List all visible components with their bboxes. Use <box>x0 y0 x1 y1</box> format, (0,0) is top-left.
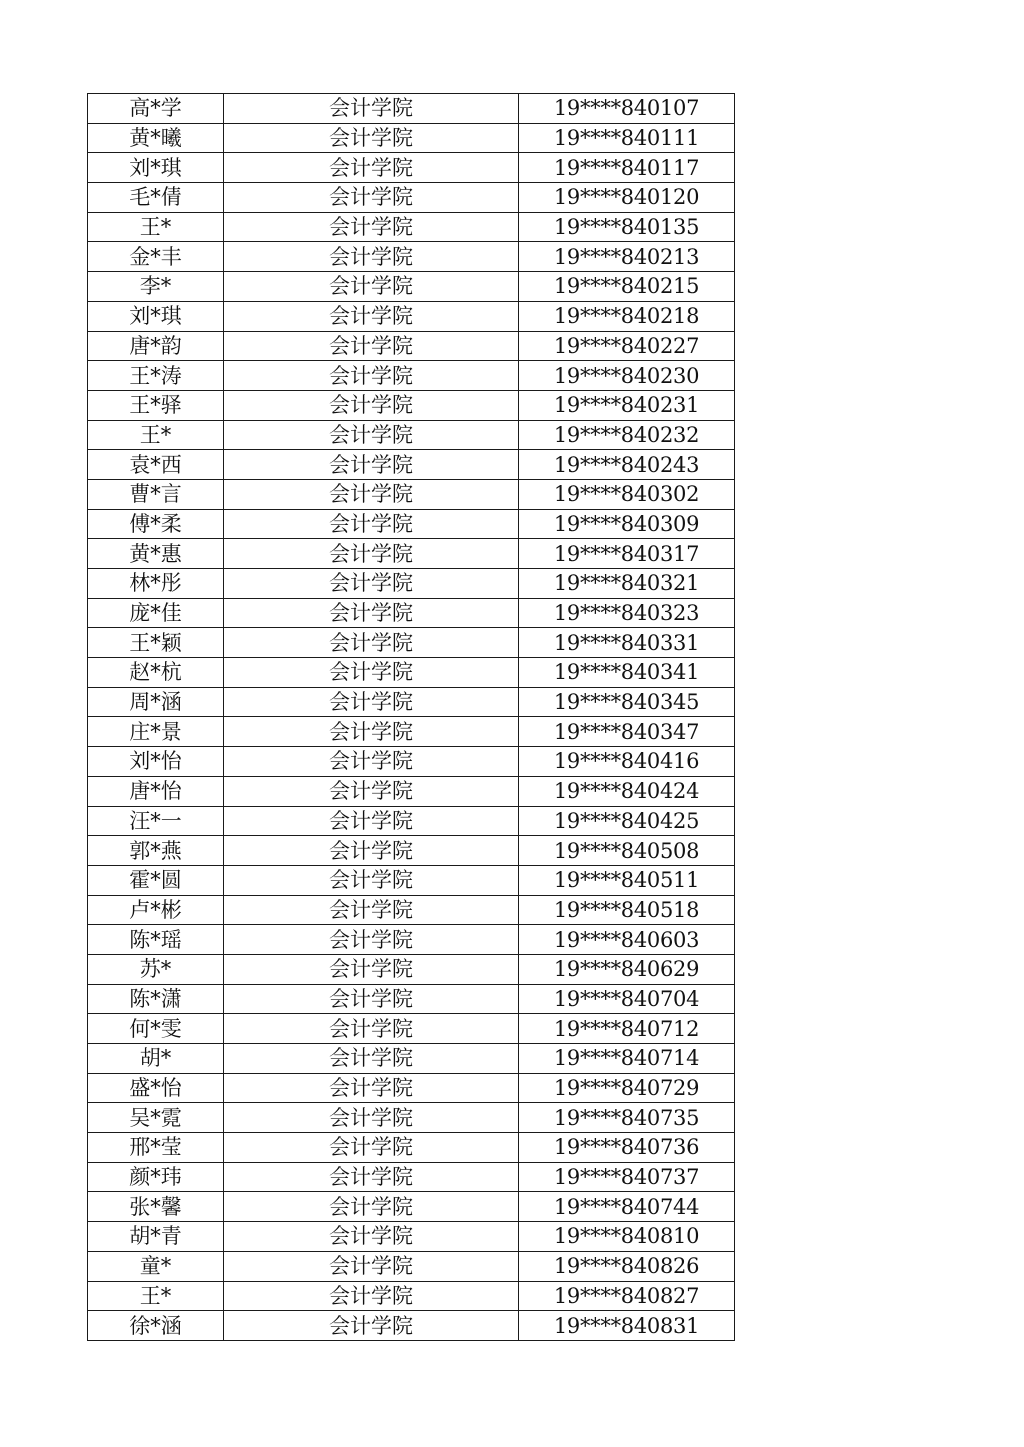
student-id-cell: 19****840511 <box>519 865 735 895</box>
student-id-cell: 19****840518 <box>519 895 735 925</box>
student-id-cell: 19****840629 <box>519 954 735 984</box>
student-id-cell: 19****840341 <box>519 658 735 688</box>
college-cell: 会计学院 <box>224 776 519 806</box>
student-id-cell: 19****840736 <box>519 1133 735 1163</box>
table-row <box>88 747 735 777</box>
table-row <box>88 776 735 806</box>
student-id-cell: 19****840111 <box>519 123 735 153</box>
student-name-cell: 胡* <box>88 1044 224 1074</box>
college-cell: 会计学院 <box>224 153 519 183</box>
student-id-cell: 19****840309 <box>519 509 735 539</box>
table-row <box>88 212 735 242</box>
college-cell: 会计学院 <box>224 1044 519 1074</box>
table-row <box>88 183 735 213</box>
student-name-cell: 胡*青 <box>88 1222 224 1252</box>
college-cell: 会计学院 <box>224 569 519 599</box>
table-row <box>88 331 735 361</box>
college-cell: 会计学院 <box>224 1281 519 1311</box>
table-row <box>88 1192 735 1222</box>
student-id-cell: 19****840704 <box>519 984 735 1014</box>
college-cell: 会计学院 <box>224 717 519 747</box>
college-cell: 会计学院 <box>224 1103 519 1133</box>
college-cell: 会计学院 <box>224 420 519 450</box>
table-row <box>88 1281 735 1311</box>
student-id-cell: 19****840810 <box>519 1222 735 1252</box>
college-cell: 会计学院 <box>224 747 519 777</box>
college-cell: 会计学院 <box>224 1311 519 1341</box>
student-id-cell: 19****840331 <box>519 628 735 658</box>
student-id-cell: 19****840712 <box>519 1014 735 1044</box>
student-name-cell: 林*彤 <box>88 569 224 599</box>
student-name-cell: 李* <box>88 272 224 302</box>
table-row <box>88 954 735 984</box>
student-id-cell: 19****840227 <box>519 331 735 361</box>
table-row <box>88 1133 735 1163</box>
student-id-cell: 19****840120 <box>519 183 735 213</box>
student-id-cell: 19****840345 <box>519 687 735 717</box>
student-id-cell: 19****840231 <box>519 390 735 420</box>
student-id-cell: 19****840323 <box>519 598 735 628</box>
student-id-cell: 19****840218 <box>519 301 735 331</box>
student-id-cell: 19****840230 <box>519 361 735 391</box>
college-cell: 会计学院 <box>224 1222 519 1252</box>
student-id-cell: 19****840603 <box>519 925 735 955</box>
college-cell: 会计学院 <box>224 925 519 955</box>
college-cell: 会计学院 <box>224 1162 519 1192</box>
student-name-cell: 霍*圆 <box>88 865 224 895</box>
college-cell: 会计学院 <box>224 954 519 984</box>
table-row <box>88 450 735 480</box>
table-row <box>88 687 735 717</box>
college-cell: 会计学院 <box>224 390 519 420</box>
college-cell: 会计学院 <box>224 361 519 391</box>
student-list-body <box>88 94 735 1341</box>
college-cell: 会计学院 <box>224 212 519 242</box>
student-list-table <box>87 93 735 1341</box>
college-cell: 会计学院 <box>224 450 519 480</box>
student-name-cell: 刘*怡 <box>88 747 224 777</box>
table-row <box>88 361 735 391</box>
student-name-cell: 黄*曦 <box>88 123 224 153</box>
table-row <box>88 539 735 569</box>
table-row <box>88 301 735 331</box>
college-cell: 会计学院 <box>224 509 519 539</box>
student-name-cell: 陈*瑶 <box>88 925 224 955</box>
table-row <box>88 509 735 539</box>
student-name-cell: 汪*一 <box>88 806 224 836</box>
student-name-cell: 王* <box>88 1281 224 1311</box>
table-row <box>88 123 735 153</box>
student-name-cell: 吴*霓 <box>88 1103 224 1133</box>
student-name-cell: 盛*怡 <box>88 1073 224 1103</box>
student-id-cell: 19****840107 <box>519 94 735 124</box>
student-id-cell: 19****840744 <box>519 1192 735 1222</box>
table-row <box>88 153 735 183</box>
student-name-cell: 高*学 <box>88 94 224 124</box>
student-name-cell: 曹*言 <box>88 479 224 509</box>
college-cell: 会计学院 <box>224 183 519 213</box>
table-row <box>88 1073 735 1103</box>
student-id-cell: 19****840425 <box>519 806 735 836</box>
college-cell: 会计学院 <box>224 628 519 658</box>
college-cell: 会计学院 <box>224 984 519 1014</box>
student-name-cell: 王*颖 <box>88 628 224 658</box>
college-cell: 会计学院 <box>224 331 519 361</box>
student-name-cell: 颜*玮 <box>88 1162 224 1192</box>
student-name-cell: 黄*惠 <box>88 539 224 569</box>
college-cell: 会计学院 <box>224 806 519 836</box>
table-row <box>88 1044 735 1074</box>
table-row <box>88 598 735 628</box>
table-row <box>88 1103 735 1133</box>
table-row <box>88 628 735 658</box>
table-row <box>88 569 735 599</box>
student-name-cell: 王* <box>88 212 224 242</box>
student-id-cell: 19****840215 <box>519 272 735 302</box>
college-cell: 会计学院 <box>224 242 519 272</box>
table-row <box>88 390 735 420</box>
student-name-cell: 童* <box>88 1251 224 1281</box>
college-cell: 会计学院 <box>224 836 519 866</box>
student-id-cell: 19****840232 <box>519 420 735 450</box>
college-cell: 会计学院 <box>224 1133 519 1163</box>
student-id-cell: 19****840302 <box>519 479 735 509</box>
college-cell: 会计学院 <box>224 272 519 302</box>
student-id-cell: 19****840347 <box>519 717 735 747</box>
college-cell: 会计学院 <box>224 123 519 153</box>
student-name-cell: 郭*燕 <box>88 836 224 866</box>
student-id-cell: 19****840737 <box>519 1162 735 1192</box>
table-row <box>88 242 735 272</box>
college-cell: 会计学院 <box>224 1251 519 1281</box>
student-name-cell: 王*驿 <box>88 390 224 420</box>
student-id-cell: 19****840135 <box>519 212 735 242</box>
table-row <box>88 272 735 302</box>
student-id-cell: 19****840243 <box>519 450 735 480</box>
student-name-cell: 陈*潇 <box>88 984 224 1014</box>
student-id-cell: 19****840317 <box>519 539 735 569</box>
table-row <box>88 1311 735 1341</box>
table-row <box>88 895 735 925</box>
college-cell: 会计学院 <box>224 479 519 509</box>
student-id-cell: 19****840321 <box>519 569 735 599</box>
student-name-cell: 徐*涵 <box>88 1311 224 1341</box>
student-id-cell: 19****840424 <box>519 776 735 806</box>
student-name-cell: 王*涛 <box>88 361 224 391</box>
student-id-cell: 19****840729 <box>519 1073 735 1103</box>
student-name-cell: 唐*韵 <box>88 331 224 361</box>
student-name-cell: 赵*杭 <box>88 658 224 688</box>
student-name-cell: 卢*彬 <box>88 895 224 925</box>
college-cell: 会计学院 <box>224 687 519 717</box>
college-cell: 会计学院 <box>224 598 519 628</box>
student-name-cell: 傅*柔 <box>88 509 224 539</box>
table-row <box>88 925 735 955</box>
student-name-cell: 何*雯 <box>88 1014 224 1044</box>
student-name-cell: 刘*琪 <box>88 301 224 331</box>
table-row <box>88 658 735 688</box>
student-id-cell: 19****840416 <box>519 747 735 777</box>
table-row <box>88 1162 735 1192</box>
student-id-cell: 19****840117 <box>519 153 735 183</box>
table-row <box>88 836 735 866</box>
student-name-cell: 袁*西 <box>88 450 224 480</box>
college-cell: 会计学院 <box>224 1192 519 1222</box>
college-cell: 会计学院 <box>224 1073 519 1103</box>
student-name-cell: 庄*景 <box>88 717 224 747</box>
student-name-cell: 金*丰 <box>88 242 224 272</box>
student-id-cell: 19****840735 <box>519 1103 735 1133</box>
student-id-cell: 19****840826 <box>519 1251 735 1281</box>
table-row <box>88 1222 735 1252</box>
table-row <box>88 984 735 1014</box>
student-name-cell: 王* <box>88 420 224 450</box>
table-row <box>88 806 735 836</box>
student-name-cell: 周*涵 <box>88 687 224 717</box>
college-cell: 会计学院 <box>224 895 519 925</box>
table-row <box>88 1014 735 1044</box>
student-id-cell: 19****840831 <box>519 1311 735 1341</box>
college-cell: 会计学院 <box>224 94 519 124</box>
student-name-cell: 庞*佳 <box>88 598 224 628</box>
college-cell: 会计学院 <box>224 658 519 688</box>
college-cell: 会计学院 <box>224 539 519 569</box>
student-id-cell: 19****840827 <box>519 1281 735 1311</box>
table-row <box>88 479 735 509</box>
table-row <box>88 94 735 124</box>
student-name-cell: 苏* <box>88 954 224 984</box>
table-row <box>88 865 735 895</box>
student-id-cell: 19****840714 <box>519 1044 735 1074</box>
student-name-cell: 张*馨 <box>88 1192 224 1222</box>
student-name-cell: 刘*琪 <box>88 153 224 183</box>
student-name-cell: 邢*莹 <box>88 1133 224 1163</box>
table-row <box>88 1251 735 1281</box>
student-name-cell: 毛*倩 <box>88 183 224 213</box>
college-cell: 会计学院 <box>224 301 519 331</box>
college-cell: 会计学院 <box>224 865 519 895</box>
table-row <box>88 717 735 747</box>
table-row <box>88 420 735 450</box>
student-id-cell: 19****840508 <box>519 836 735 866</box>
college-cell: 会计学院 <box>224 1014 519 1044</box>
student-name-cell: 唐*怡 <box>88 776 224 806</box>
student-id-cell: 19****840213 <box>519 242 735 272</box>
